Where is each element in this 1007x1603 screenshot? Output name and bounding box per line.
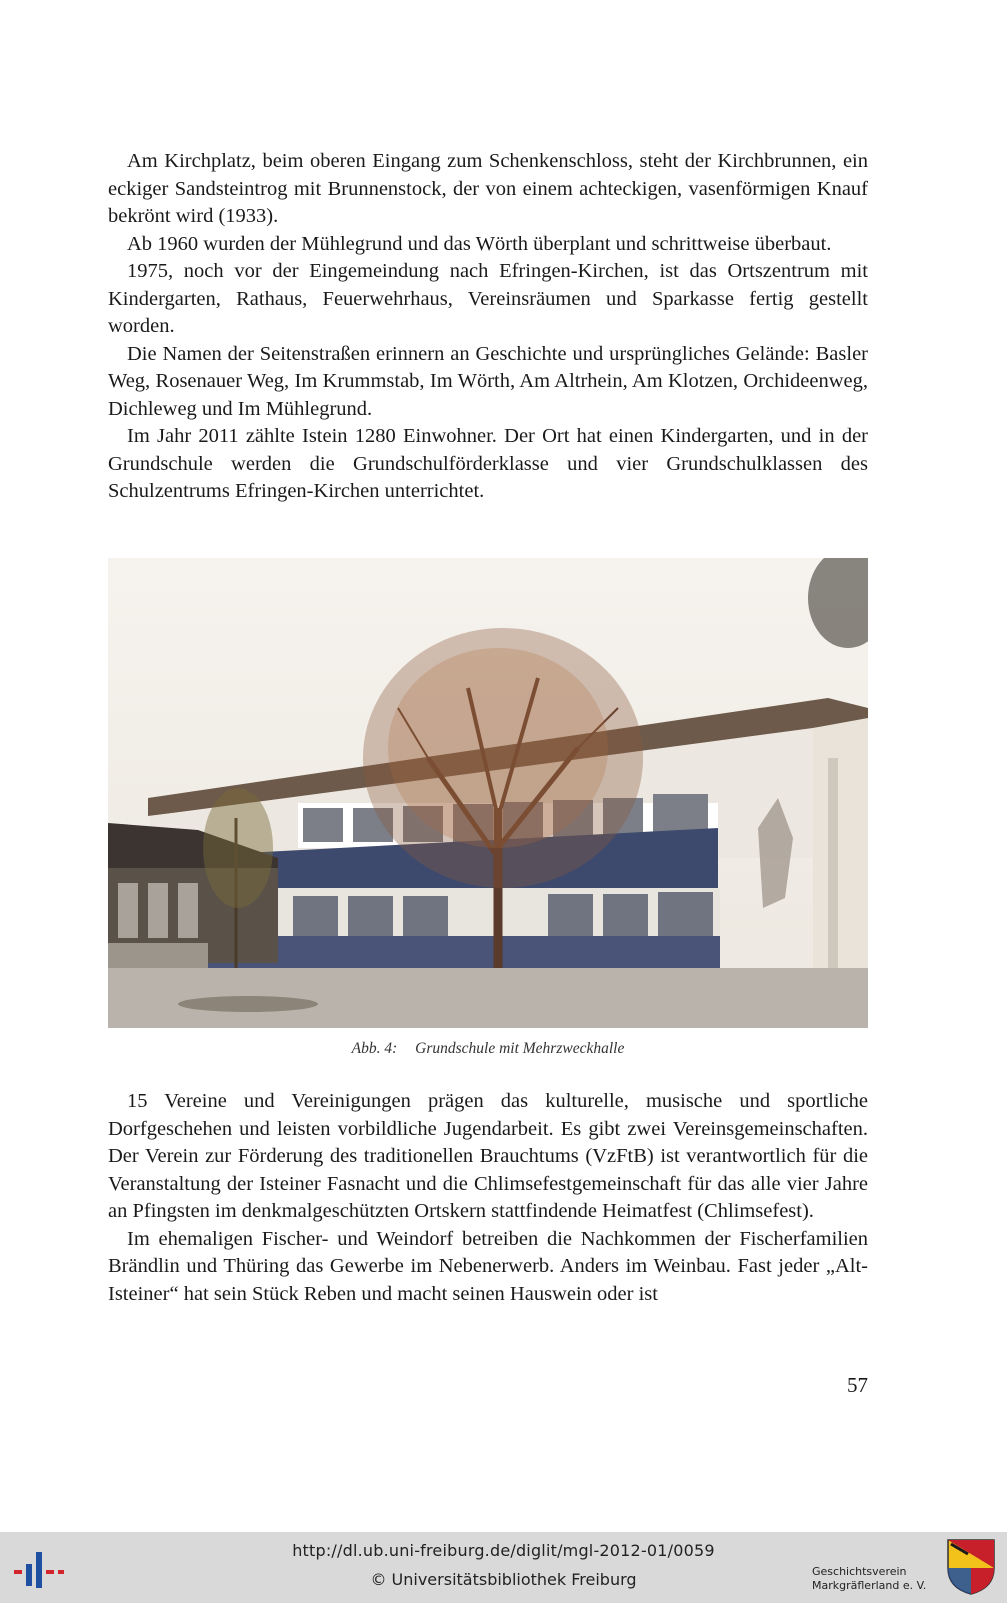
society-name <box>812 1565 926 1593</box>
figure-label: Abb. 4: <box>351 1040 398 1057</box>
society-line-1: Geschichtsverein <box>812 1565 907 1578</box>
footer-url-link[interactable]: http://dl.ub.uni-freiburg.de/diglit/mgl-2012-01/0059 <box>292 1541 715 1560</box>
paragraph: 15 Vereine und Vereinigungen prägen das kulturelle, musische und sportliche Dorfgeschehen und leisten vorbildliche Jugendarbeit. Es gibt zwei Vereinsgemeinschaften. Der Verein zur Förderung des traditionellen Brauchtums (VzFtB) ist verantwortlich für die Veranstaltung der Isteiner Fasnacht und die Chlimsefestgemeinschaft für das alle vier Jahre an Pfingsten im denkmalgeschützten Ortskern stattfindende Heimatfest (Chlimsefest). <box>108 1090 868 1222</box>
footer-bar <box>0 1532 1007 1603</box>
paragraph: Ab 1960 wurden der Mühlegrund und das Wörth überplant und schrittweise überbaut. <box>127 232 832 255</box>
markgraeflerland-crest-icon[interactable] <box>946 1538 996 1600</box>
figure-caption-text: Grundschule mit Mehrzweckhalle <box>415 1040 625 1057</box>
paragraph: 1975, noch vor der Eingemeindung nach Efringen-Kirchen, ist das Ortszentrum mit Kindergarten, Rathaus, Feuerwehrhaus, Vereinsräumen und Sparkasse fertig gestellt worden. <box>108 260 868 337</box>
paragraph: Im Jahr 2011 zählte Istein 1280 Einwohner. Der Ort hat einen Kindergarten, und in der Grundschule werden die Grundschulförderklasse und vier Grundschulklassen des Schulzentrums Efringen-Kirchen unterrichtet. <box>108 425 868 502</box>
paragraph: Am Kirchplatz, beim oberen Eingang zum Schenkenschloss, steht der Kirchbrunnen, ein eckiger Sandsteintrog mit Brunnenstock, der von einem achteckigen, vasenförmigen Knauf bekrönt wird (1933). <box>108 150 868 227</box>
text-block-top <box>108 148 868 506</box>
paragraph: Im ehemaligen Fischer- und Weindorf betreiben die Nachkommen der Fischerfamilien Brändlin und Thüring das Gewerbe im Nebenerwerb. Anders im Weinbau. Fast jeder „Alt-Isteiner“ hat sein Stück Reben und macht seinen Hauswein oder ist <box>108 1227 868 1305</box>
text-block-bottom <box>108 1088 868 1308</box>
page-number: 57 <box>847 1373 868 1397</box>
school-photo <box>108 558 868 1028</box>
footer-copyright: © Universitätsbibliothek Freiburg <box>370 1570 637 1589</box>
figure-caption <box>108 1040 868 1058</box>
paragraph: Die Namen der Seitenstraßen erinnern an Geschichte und ursprüngliches Gelände: Basler Weg, Rosenauer Weg, Im Krummstab, Im Wörth, Am Altrhein, Am Klotzen, Orchideenweg, Dichleweg und Im Mühlegrund. <box>108 342 868 420</box>
society-line-2: Markgräflerland e. V. <box>812 1579 927 1592</box>
